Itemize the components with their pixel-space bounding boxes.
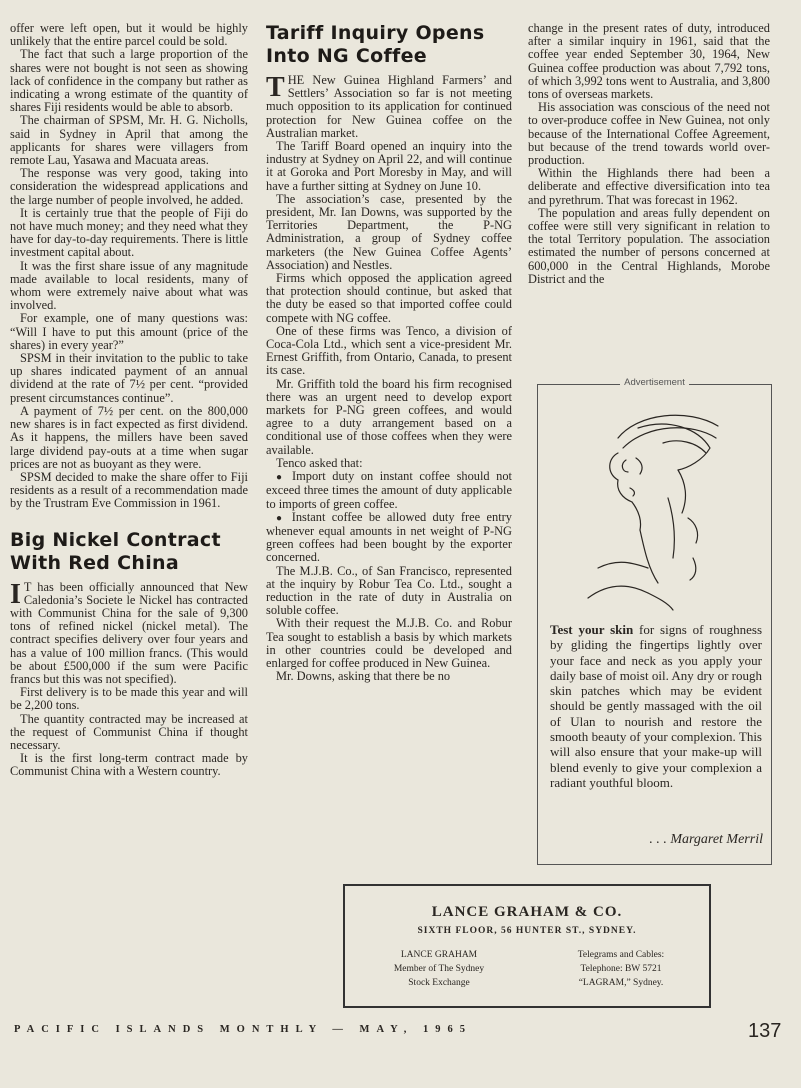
firm-address: SIXTH FLOOR, 56 HUNTER ST., SYDNEY. (417, 926, 637, 936)
page-footer: PACIFIC ISLANDS MONTHLY — MAY, 1965 (14, 1024, 472, 1035)
middle-column (266, 22, 512, 683)
bullet-item: ● Import duty on instant coffee should not exceed three times the amount of duty applicable to imports of green coffee. (266, 469, 512, 511)
paragraph: offer were left open, but it would be highly unlikely that the entire parcel could be sold. (10, 21, 248, 49)
drop-cap: I (10, 578, 21, 610)
paragraph: The Tariff Board opened an inquiry into the industry at Sydney on April 22, and will continue it at Goroka and Port Moresby in May, and will have a further sitting at Sydney on June 10. (266, 139, 512, 193)
bullet-icon: ● (276, 512, 286, 524)
paragraph: First delivery is to be made this year and will be 2,200 tons. (10, 685, 248, 713)
paragraph: His association was conscious of the need not to over-produce coffee in New Guinea, not only because of the International Coffee Agreement, but because of the trend towards world over-production. (528, 100, 770, 168)
right-column (528, 22, 770, 286)
paragraph: The M.J.B. Co., of San Francisco, represented at the inquiry by Robur Tea Co. Ltd., sought a reduction in the rate of duty in Australia on soluble coffee. (266, 563, 512, 618)
paragraph: The association’s case, presented by the president, Mr. Ian Downs, was supported by the Territories Department, the P-NG Administration, a group of Sydney coffee marketers (the New Guinea Coffee Agents’ Association) and Nestles. (266, 191, 512, 272)
page-number: 137 (748, 1020, 782, 1042)
left-column (10, 22, 248, 779)
advertisement-label: Advertisement (620, 377, 689, 388)
paragraph: The chairman of SPSM, Mr. H. G. Nicholls, said in Sydney in April that among the applicants for shares were villagers from remote Lau, Yasawa and Macuata areas. (10, 113, 248, 168)
contact-info: Telegrams and Cables: Telephone: BW 5721 “LAGRAM,” Sydney. (577, 950, 665, 988)
paragraph: It was the first share issue of any magnitude made available to local residents, many of whom were extremely naive about what was involved. (10, 258, 248, 313)
tariff-lead: THE New Guinea Highland Farmers’ and Settlers’ Association so far is not meeting much opposition to its application for continued protection for New Guinea coffee on the Australian market. (266, 72, 512, 140)
advertisement-text: Test your skin for signs of roughness by gliding the fingertips lightly over your face and neck as you apply your daily base of moist oil. Any dry or rough skin patches which may be evident should be gently massaged with the oil of Ulan to nourish and restore the smooth beauty of your complexion. This will also ensure that your make-up will blend evenly to give your complexion a radiant youthful bloom. (550, 622, 762, 790)
paragraph: Mr. Griffith told the board his firm recognised there was an urgent need to develop export markets for P-NG green coffees, and would agree to a duty arrangement based on a conditional use of those coffees when they were available. (266, 376, 512, 457)
paragraph: One of these firms was Tenco, a division of Coca-Cola Ltd., which sent a vice-president Mr. Ernest Griffith, from Ontario, Canada, to present its case. (266, 323, 512, 378)
paragraph: A payment of 7½ per cent. on the 800,000 new shares is in fact expected as first dividend. As it happens, the millers have been saved large dividend pay-outs at a time when sugar prices are not as buoyant as they were. (10, 403, 248, 471)
bullet-icon: ● (276, 472, 286, 484)
paragraph: It is certainly true that the people of Fiji do not have much money; and they need what they have for day-to-day requirements. There is little investment capital about. (10, 205, 248, 260)
nickel-headline: Big Nickel Contract With Red China (10, 528, 221, 574)
nickel-lead: I T has been officially announced that New Caledonia’s Societe le Nickel has contracted with Communist China for the sale of 9,300 tons of refined nickel (nickel metal). The contract specifies delivery over four years and has a value of 100 million francs. (This would be about £500,000 if the sum were Pacific francs but this was not specified). (10, 578, 248, 686)
paragraph: Mr. Downs, asking that there be no (276, 669, 451, 684)
drop-cap: T (266, 72, 285, 103)
broker-advertisement (343, 884, 711, 1008)
paragraph: SPSM decided to make the share offer to Fiji residents as a result of a recommendation made by the Trustram Eve Commission in 1961. (10, 469, 248, 511)
paragraph: The quantity contracted may be increased at the request of Communist China if thought necessary. (10, 711, 248, 752)
paragraph: SPSM in their invitation to the public to take up shares indicated payment of an annual dividend at the rate of 7½ per cent. “provided present circumstances continue”. (10, 351, 248, 405)
paragraph: The fact that such a large proportion of the shares were not bought is not seen as showing lack of confidence in the company but rather as indicating a wrong estimate of the quantity of shares Fiji residents would be able to absorb. (10, 47, 248, 115)
tariff-headline: Tariff Inquiry Opens Into NG Coffee (266, 22, 485, 67)
paragraph: Tenco asked that: (276, 455, 363, 470)
advertisement-signature: . . . Margaret Merril (649, 832, 763, 847)
paragraph: The response was very good, taking into consideration the widespread applications and the large number of people involved, he added. (10, 166, 248, 207)
paragraph: It is the first long-term contract made by Communist China with a Western country. (10, 751, 248, 779)
bullet-item: ● Instant coffee be allowed duty free entry whenever equal amounts in net weight of P-NG green coffees had been bought by the exporter concerned. (266, 509, 512, 565)
paragraph: The population and areas fully dependent on coffee were still very significant in relation to the total Territory population. The association estimated the number of persons concerned at 600,000 in the Central Highlands, Morobe District and the (528, 205, 770, 286)
woman-sketch-illustration (578, 398, 728, 613)
paragraph: Within the Highlands there had been a deliberate and effective diversification into tea and pyrethrum. That was forecast in 1962. (528, 166, 770, 207)
paragraph: change in the present rates of duty, introduced after a similar inquiry in 1961, said that the coffee year ended September 30, 1964, New Guinea coffee production was about 7,792 tons, of which 3,992 tons went to Australia, and 3,800 tons of overseas markets. (528, 21, 770, 102)
member-info: LANCE GRAHAM Member of The Sydney Stock Exchange (393, 950, 485, 988)
skin-care-advertisement (537, 377, 772, 865)
paragraph: For example, one of many questions was: “Will I have to put this amount (price of the shares) in every year?” (10, 311, 248, 352)
firm-name: LANCE GRAHAM & CO. (431, 904, 623, 920)
paragraph: With their request the M.J.B. Co. and Robur Tea sought to establish a basis by which markets in other countries could be developed and enlarged for coffee produced in New Guinea. (266, 616, 512, 670)
paragraph: Firms which opposed the application agreed that protection should continue, but asked that the duty be eased so that imported coffee could compete with NG coffee. (266, 271, 512, 325)
